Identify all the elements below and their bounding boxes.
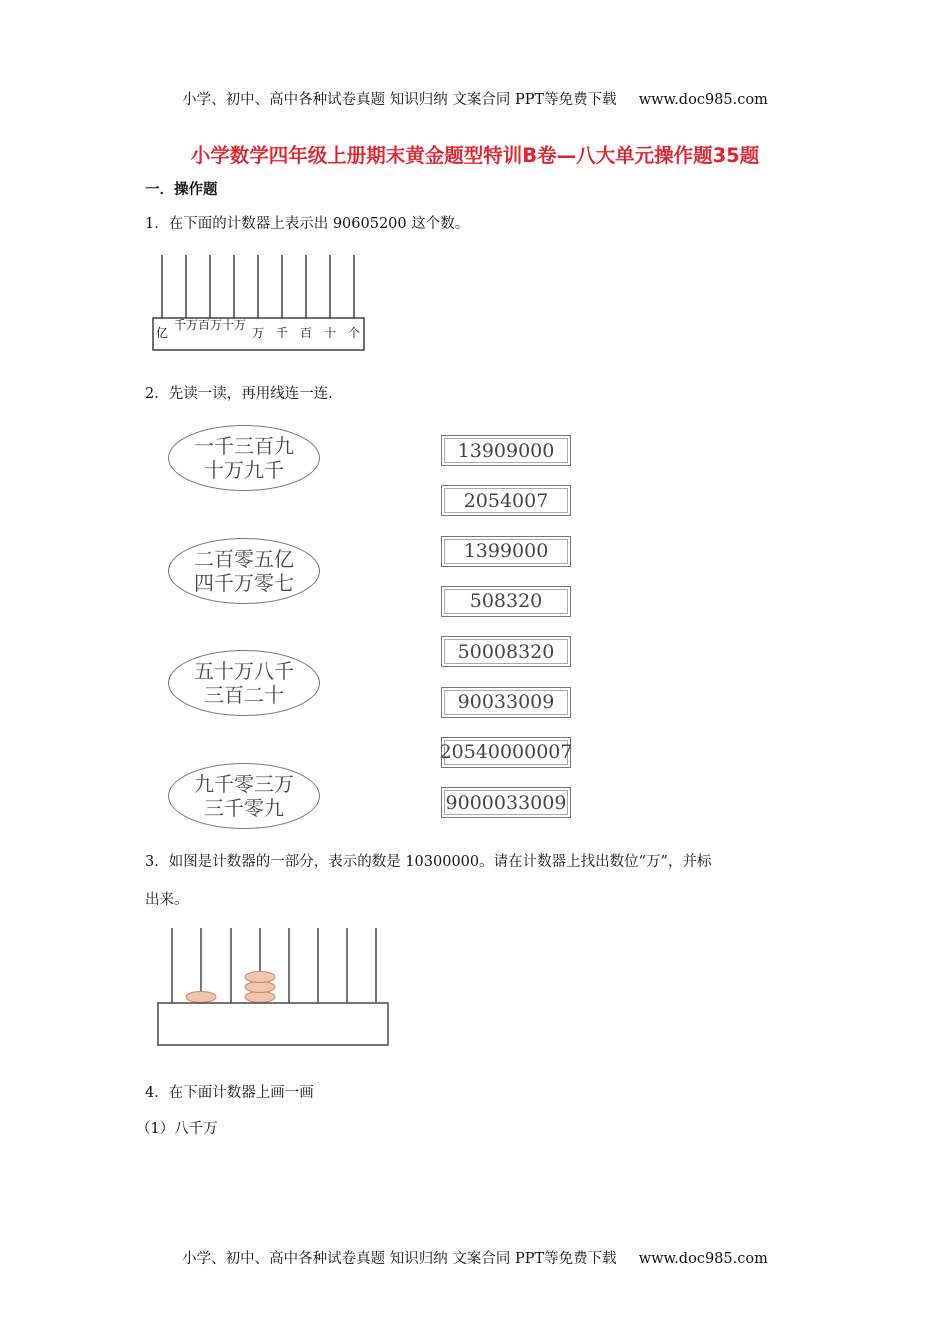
q4-sub: （1）八千万 (136, 1121, 218, 1137)
q1-place-label: 百万 (198, 318, 223, 332)
q3-abacus (155, 925, 391, 1049)
footer-text: 小学、初中、高中各种试卷真题 知识归纳 文案合同 PPT等免费下载 (182, 1251, 617, 1267)
q1-place-label: 百 (299, 326, 312, 340)
q2-number-box[interactable]: 50008320 (441, 636, 571, 667)
q3-abacus-drawing (155, 925, 391, 1049)
q1-abacus (150, 252, 368, 354)
q2-oval[interactable] (168, 763, 320, 829)
q1-place-label: 十 (323, 326, 336, 340)
q2-oval-line2: 三百二十 (204, 683, 284, 707)
q2-oval-line2: 十万九千 (204, 458, 284, 482)
section-heading: 一．操作题 (145, 182, 218, 198)
page-title: 小学数学四年级上册期末黄金题型特训B卷—八大单元操作题35题 (190, 144, 760, 167)
q2-oval-line1: 五十万八千 (194, 659, 294, 683)
q2-number-box[interactable]: 20540000007 (441, 737, 571, 768)
q2-oval-line1: 九千零三万 (194, 772, 294, 796)
q2-number-box[interactable]: 90033009 (441, 687, 571, 718)
q2-oval-line1: 二百零五亿 (194, 547, 294, 571)
q1-place-label: 个 (347, 326, 360, 340)
q2-number-box[interactable]: 13909000 (441, 435, 571, 466)
q4-text: 4．在下面计数器上画一画 (145, 1085, 314, 1101)
q3-bead (245, 972, 275, 983)
header-text: 小学、初中、高中各种试卷真题 知识归纳 文案合同 PPT等免费下载 (182, 92, 617, 108)
q2-text: 2．先读一读，再用线连一连． (145, 386, 343, 402)
q2-oval[interactable] (168, 425, 320, 491)
q2-oval-line2: 四千万零七 (194, 571, 294, 595)
q1-place-label: 千万 (174, 318, 199, 332)
q2-oval-line2: 三千零九 (204, 796, 284, 820)
q2-number-box[interactable]: 2054007 (441, 485, 571, 516)
header-site[interactable]: www.doc985.com (638, 92, 768, 108)
q1-text: 1．在下面的计数器上表示出 90605200 这个数。 (145, 216, 470, 232)
q1-place-label: 千 (275, 326, 288, 340)
q3-text-line1: 3．如图是计数器的一部分，表示的数是 10300000。请在计数器上找出数位“万”，并标 (145, 854, 712, 870)
footer-site[interactable]: www.doc985.com (638, 1251, 768, 1267)
q3-text-line2: 出来。 (145, 892, 189, 908)
page-header (0, 88, 950, 109)
q3-bead (245, 992, 275, 1003)
q2-number-box[interactable]: 508320 (441, 586, 571, 617)
q1-place-label: 亿 (155, 326, 168, 340)
q1-place-label: 十万 (222, 318, 247, 332)
q2-oval[interactable] (168, 650, 320, 716)
q3-bead (186, 992, 216, 1003)
q2-oval[interactable] (168, 538, 320, 604)
q2-oval-line1: 一千三百九 (194, 434, 294, 458)
q2-number-box[interactable]: 1399000 (441, 536, 571, 567)
q3-bead (245, 982, 275, 993)
page-footer (0, 1247, 950, 1268)
q2-number-box[interactable]: 9000033009 (441, 787, 571, 818)
q1-place-label: 万 (251, 326, 264, 340)
